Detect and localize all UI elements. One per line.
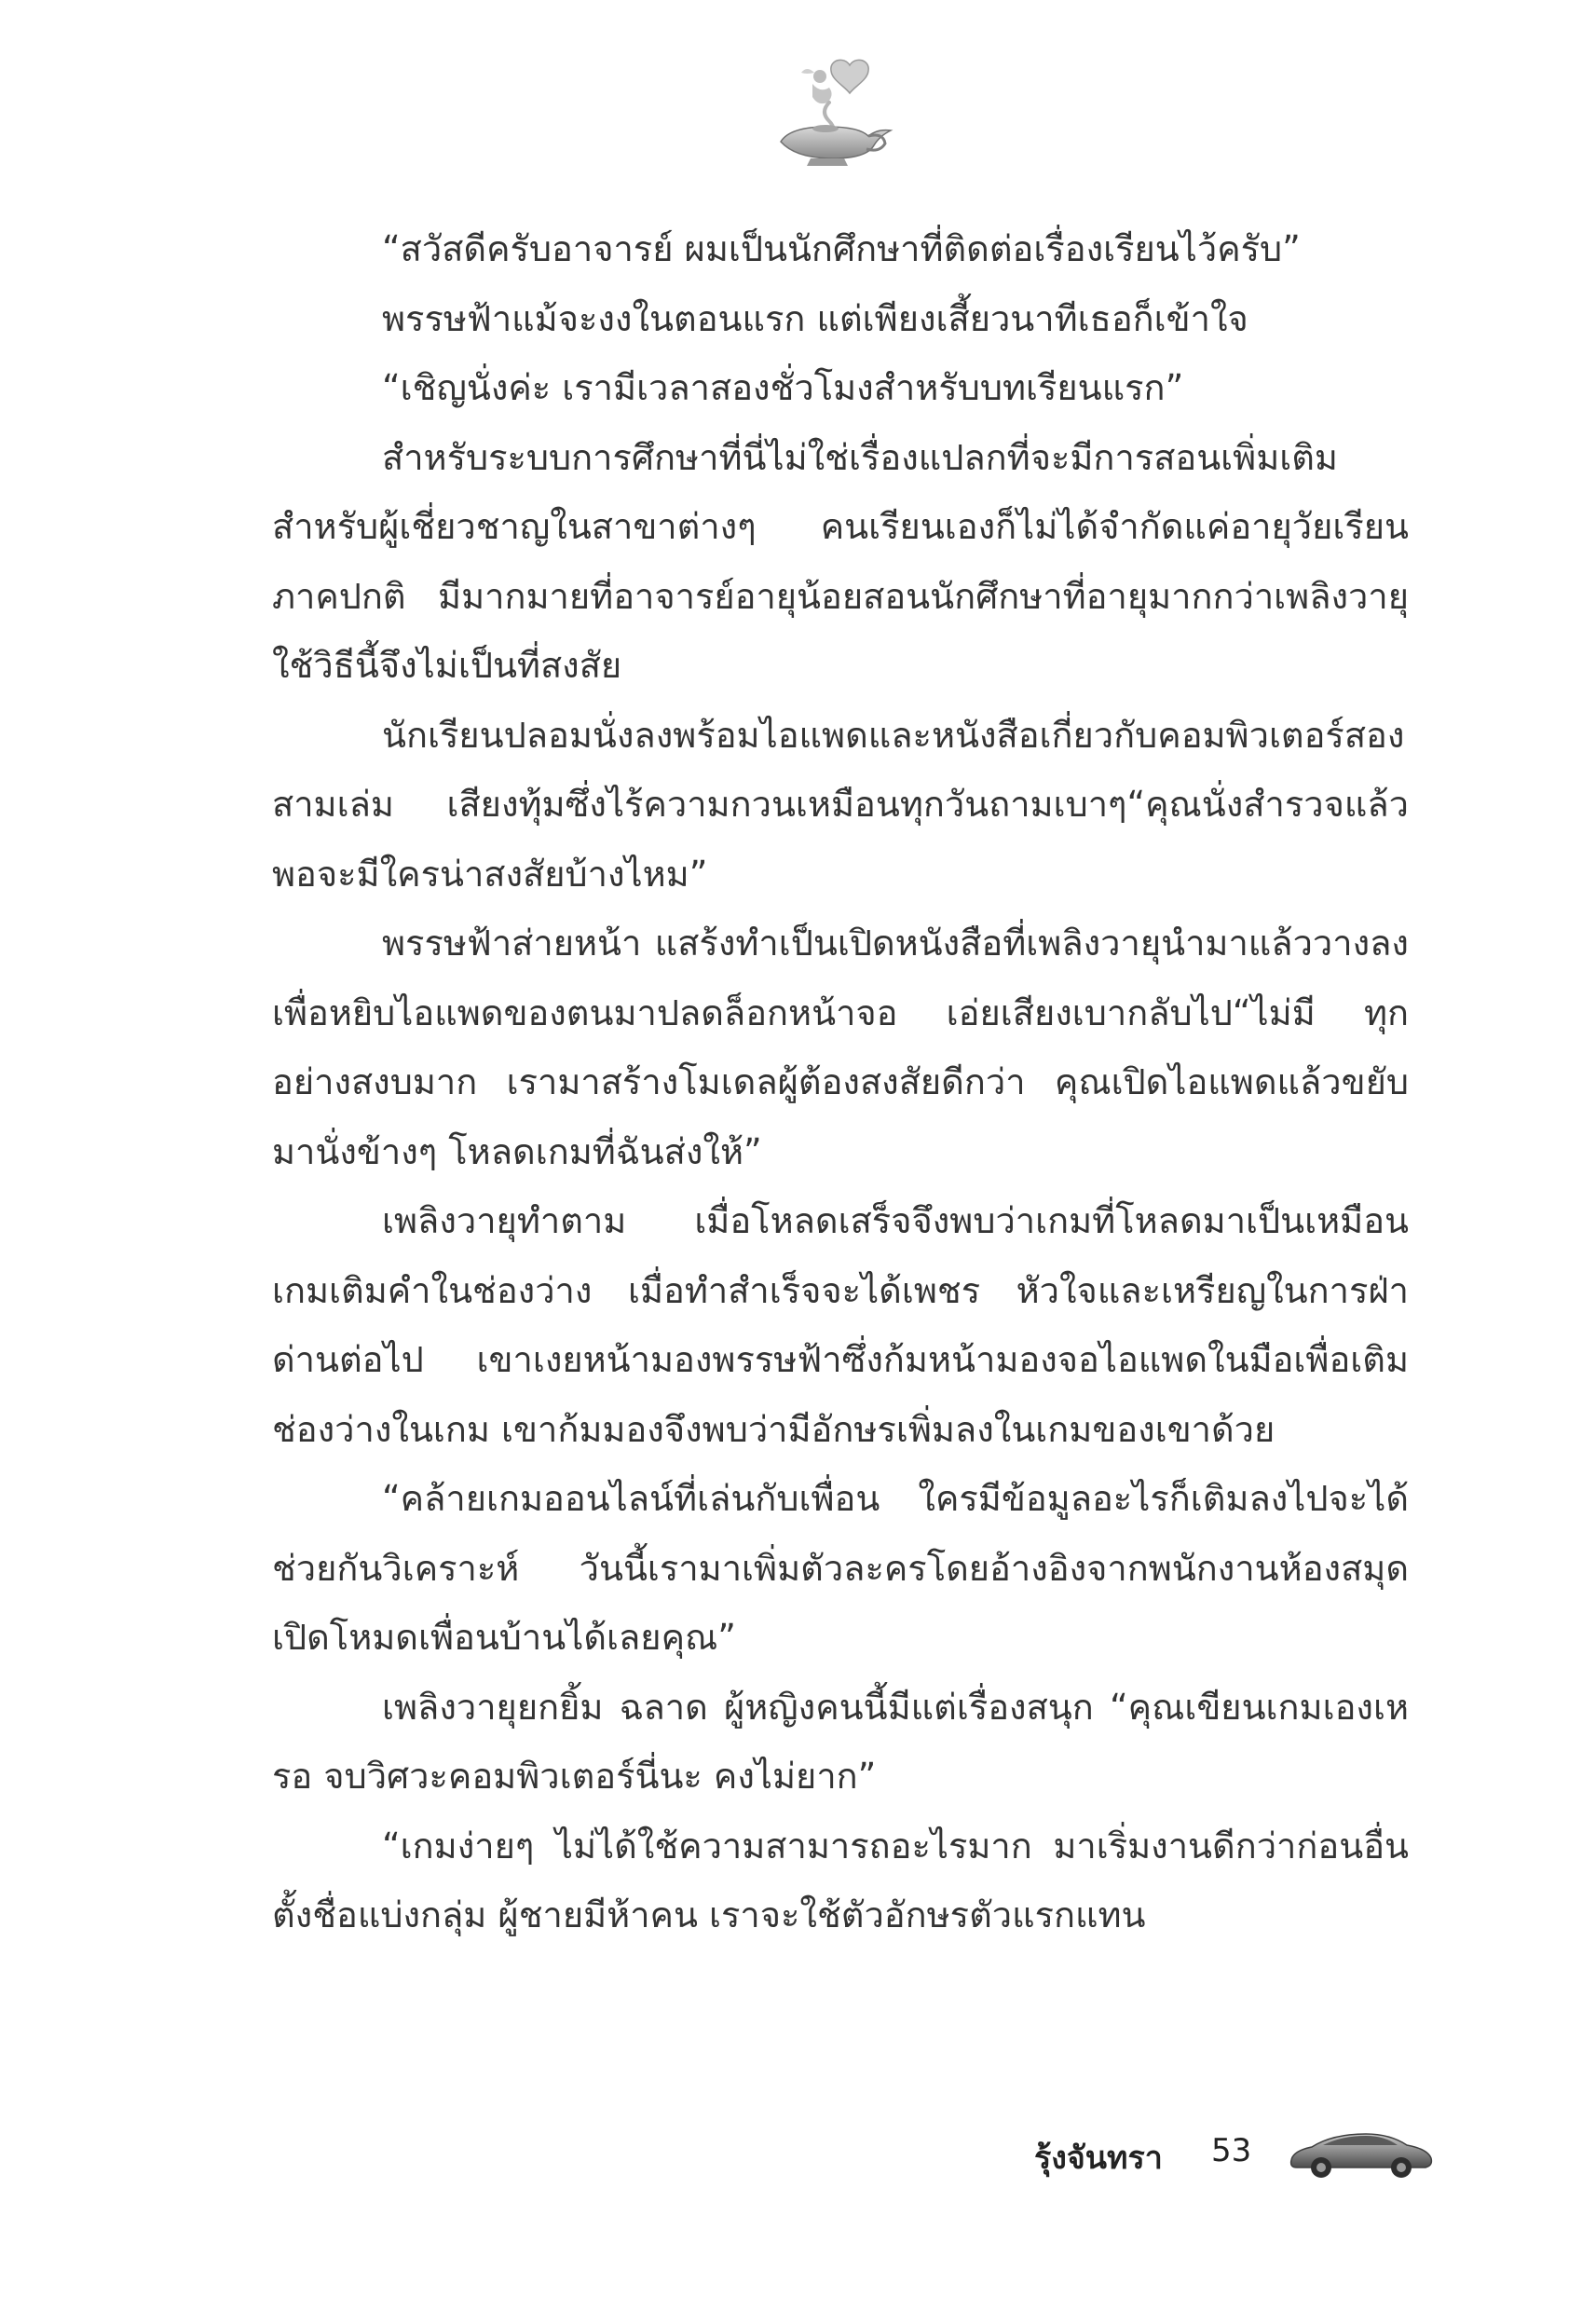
paragraph: “เกมง่ายๆ ไม่ได้ใช้ความสามารถอะไรมาก มาเริ่มงานดีกว่าก่อนอื่นตั้งชื่อแบ่งกลุ่ม ผู้ชายมีห้าคน เราจะใช้ตัวอักษรตัวแรกแทน	[272, 1825, 1409, 1935]
story-text	[272, 214, 1409, 1950]
paragraph: เพลิงวายุยกยิ้ม ฉลาด ผู้หญิงคนนี้มีแต่เรื่องสนุก “คุณเขียนเกมเองเหรอ จบวิศวะคอมพิวเตอร์นี่นะ คงไม่ยาก”	[272, 1686, 1409, 1797]
page-footer	[932, 2115, 1491, 2190]
genie-lamp-icon	[764, 56, 904, 172]
paragraph: “คล้ายเกมออนไลน์ที่เล่นกับเพื่อน ใครมีข้อมูลอะไรก็เติมลงไปจะได้ช่วยกันวิเคราะห์ วันนี้เรามาเพิ่มตัวละครโดยอ้างอิงจากพนักงานห้องสมุด เปิดโหมดเพื่อนบ้านได้เลยคุณ”	[272, 1478, 1409, 1658]
paragraph: พรรษฟ้าแม้จะงงในตอนแรก แต่เพียงเสี้ยวนาทีเธอก็เข้าใจ	[382, 297, 1248, 339]
paragraph: นักเรียนปลอมนั่งลงพร้อมไอแพดและหนังสือเกี่ยวกับคอมพิวเตอร์สองสามเล่ม เสียงทุ้มซึ่งไร้ความกวนเหมือนทุกวันถามเบาๆ“คุณนั่งสำรวจแล้วพอจะมีใครน่าสงสัยบ้างไหม”	[272, 714, 1409, 895]
paragraph: “สวัสดีครับอาจารย์ ผมเป็นนักศึกษาที่ติดต่อเรื่องเรียนไว้ครับ”	[382, 228, 1301, 269]
sports-car-icon	[1286, 2125, 1435, 2182]
book-title: รุ้งจันทรา	[1034, 2140, 1163, 2177]
paragraph: สำหรับระบบการศึกษาที่นี่ไม่ใช่เรื่องแปลกที่จะมีการสอนเพิ่มเติมสำหรับผู้เชี่ยวชาญในสาขาต่างๆ คนเรียนเองก็ไม่ได้จำกัดแค่อายุวัยเรียนภาคปกติ มีมากมายที่อาจารย์อายุน้อยสอนนักศึกษาที่อายุมากกว่าเพลิงวายุใช้วิธีนี้จึงไม่เป็นที่สงสัย	[272, 436, 1409, 686]
paragraph: เพลิงวายุทำตาม เมื่อโหลดเสร็จจึงพบว่าเกมที่โหลดมาเป็นเหมือนเกมเติมคำในช่องว่าง เมื่อทำสำเร็จจะได้เพชร หัวใจและเหรียญในการฝ่าด่านต่อไป เขาเงยหน้ามองพรรษฟ้าซึ่งก้มหน้ามองจอไอแพดในมือเพื่อเติมช่องว่างในเกม เขาก้มมองจึงพบว่ามีอักษรเพิ่มลงในเกมของเขาด้วย	[272, 1200, 1409, 1450]
paragraph: พรรษฟ้าส่ายหน้า แสร้งทำเป็นเปิดหนังสือที่เพลิงวายุนำมาแล้ววางลงเพื่อหยิบไอแพดของตนมาปลดล็อกหน้าจอ เอ่ยเสียงเบากลับไป“ไม่มี ทุกอย่างสงบมาก เรามาสร้างโมเดลผู้ต้องสงสัยดีกว่า คุณเปิดไอแพดแล้วขยับมานั่งข้างๆ โหลดเกมที่ฉันส่งให้”	[272, 923, 1409, 1172]
page-number: 53	[1211, 2132, 1252, 2169]
paragraph: “เชิญนั่งค่ะ เรามีเวลาสองชั่วโมงสำหรับบทเรียนแรก”	[382, 367, 1184, 408]
